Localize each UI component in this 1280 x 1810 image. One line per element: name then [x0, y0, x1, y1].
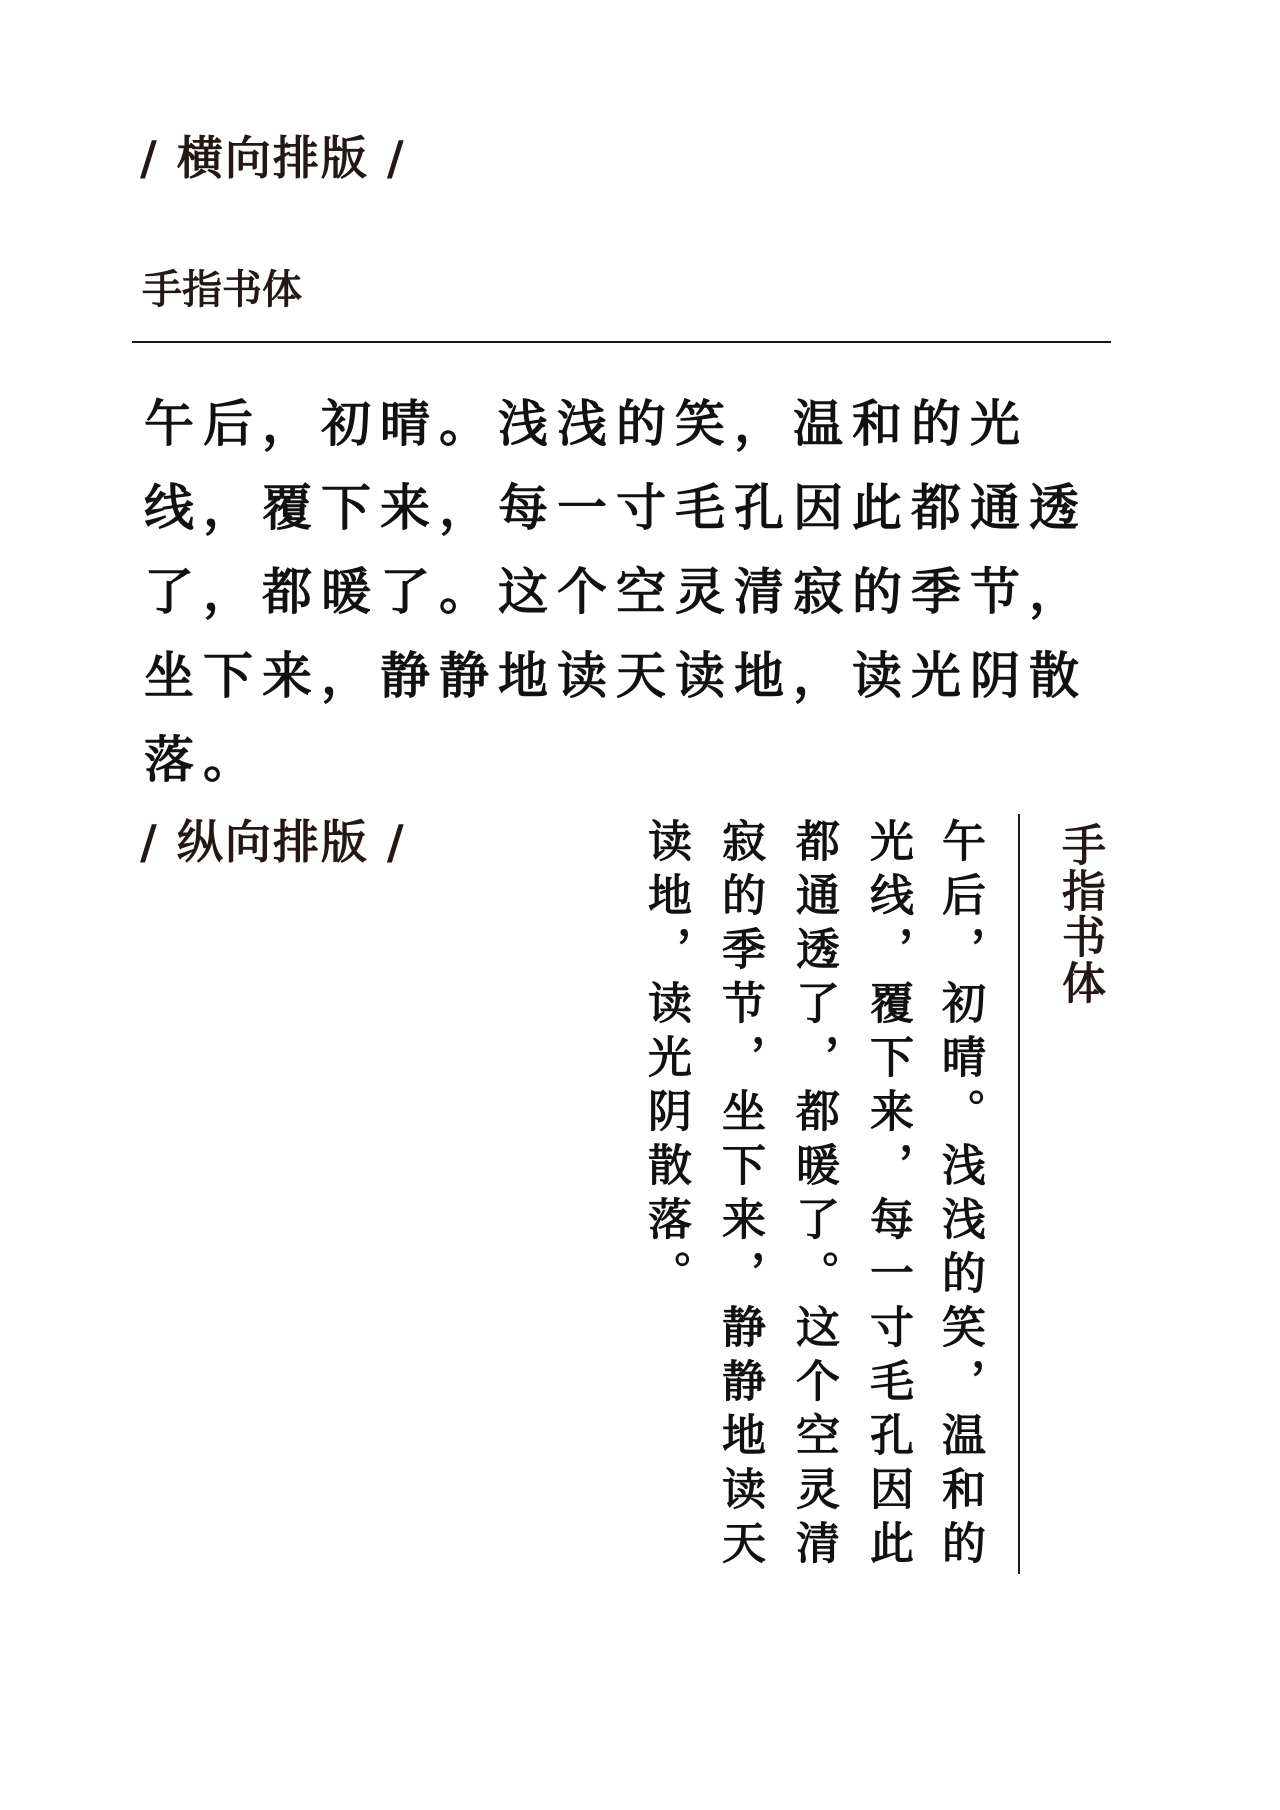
horizontal-divider [132, 341, 1111, 343]
font-name-label: 手指书体 [142, 267, 302, 313]
vertical-divider [1018, 814, 1020, 1574]
vertical-text-column: 都通透了，都暖了。这个空灵清 [788, 818, 839, 1574]
vertical-text-column: 午后，初晴。浅浅的笑，温和的 [934, 818, 985, 1574]
section-heading-horizontal: / 横向排版 / [140, 131, 406, 185]
vertical-text-column: 光线，覆下来，每一寸毛孔因此 [862, 818, 913, 1574]
horizontal-sample-text: 午后，初晴。浅浅的笑，温和的光线，覆下来，每一寸毛孔因此都通透了，都暖了。这个空灵清寂的季节，坐下来，静静地读天读地，读光阴散落。 [144, 395, 1088, 789]
vertical-text-column: 读地，读光阴散落。 [640, 818, 691, 1304]
vertical-text-column: 寂的季节，坐下来，静静地读天 [714, 818, 765, 1574]
vertical-font-name-label: 手指书体 [1054, 822, 1105, 1006]
section-heading-vertical: / 纵向排版 / [140, 815, 406, 869]
